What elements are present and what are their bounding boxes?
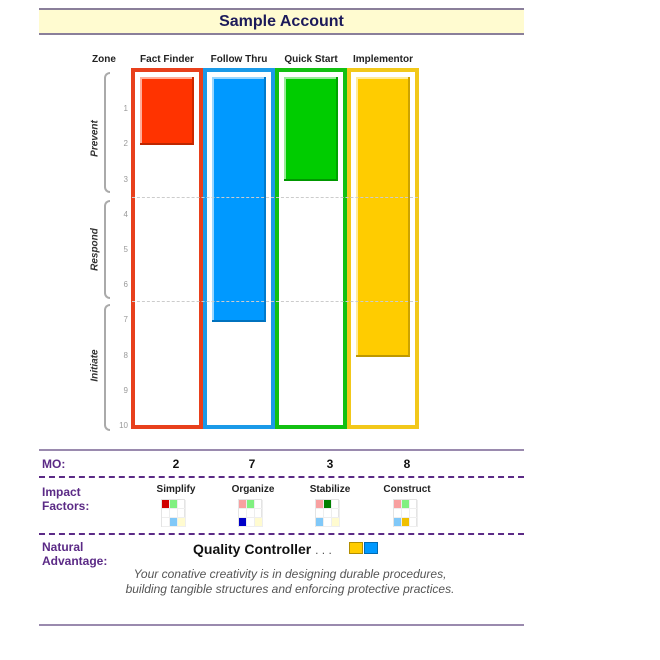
impact-factor-simplify: Simplify xyxy=(156,484,196,495)
y-tick: 7 xyxy=(123,315,128,324)
zone-label-prevent: Prevent xyxy=(89,120,101,157)
col-head-follow-thru: Follow Thru xyxy=(210,54,268,65)
impact-grid-construct xyxy=(393,499,417,527)
col-head-implementor: Implementor xyxy=(352,54,413,65)
y-tick: 8 xyxy=(123,351,128,360)
brace-initiate xyxy=(104,304,110,431)
y-tick: 6 xyxy=(123,280,128,289)
natural-advantage-label: Natural Advantage: xyxy=(42,540,108,568)
y-tick: 2 xyxy=(123,139,128,148)
y-tick: 5 xyxy=(123,245,128,254)
y-tick: 1 xyxy=(123,104,128,113)
mo-value-follow-thru: 7 xyxy=(248,457,256,471)
impact-factors-label: Impact Factors: xyxy=(42,485,90,513)
impact-factor-construct: Construct xyxy=(383,484,431,495)
mo-value-quick-start: 3 xyxy=(326,457,334,471)
column-fact-finder xyxy=(131,68,203,429)
natural-advantage-description: Your conative creativity is in designing durable procedures, building tangible structures and enforcing protective practices. xyxy=(125,567,455,596)
mo-value-implementor: 8 xyxy=(403,457,411,471)
zone-header: Zone xyxy=(92,54,116,65)
brace-prevent xyxy=(104,72,110,193)
divider xyxy=(39,533,524,535)
col-head-fact-finder: Fact Finder xyxy=(140,54,194,65)
column-implementor xyxy=(347,68,419,429)
bar-fact-finder xyxy=(140,77,194,145)
y-tick: 9 xyxy=(123,386,128,395)
y-tick: 3 xyxy=(123,175,128,184)
col-head-quick-start: Quick Start xyxy=(284,54,338,65)
divider xyxy=(39,476,524,478)
zone-label-initiate: Initiate xyxy=(89,349,101,382)
page-title: Sample Account xyxy=(219,13,344,30)
divider xyxy=(39,624,524,626)
mo-label: MO: xyxy=(42,457,66,471)
impact-factor-organize: Organize xyxy=(231,484,275,495)
bar-implementor xyxy=(356,77,410,357)
yellow-cube-icon xyxy=(349,542,363,554)
bar-quick-start xyxy=(284,77,338,181)
zone-divider xyxy=(132,197,418,198)
blue-cube-icon xyxy=(364,542,378,554)
bar-follow-thru xyxy=(212,77,266,322)
impact-grid-stabilize xyxy=(315,499,339,527)
column-follow-thru xyxy=(203,68,275,429)
y-tick: 4 xyxy=(123,210,128,219)
brace-respond xyxy=(104,200,110,299)
impact-factor-stabilize: Stabilize xyxy=(309,484,351,495)
y-tick: 10 xyxy=(119,421,128,430)
zone-divider xyxy=(132,301,418,302)
column-quick-start xyxy=(275,68,347,429)
mo-value-fact-finder: 2 xyxy=(172,457,180,471)
divider xyxy=(39,449,524,451)
impact-grid-simplify xyxy=(161,499,185,527)
natural-advantage-title: Quality Controller . . . xyxy=(193,541,332,557)
account-header xyxy=(39,8,524,35)
zone-label-respond: Respond xyxy=(89,228,101,271)
impact-grid-organize xyxy=(238,499,262,527)
